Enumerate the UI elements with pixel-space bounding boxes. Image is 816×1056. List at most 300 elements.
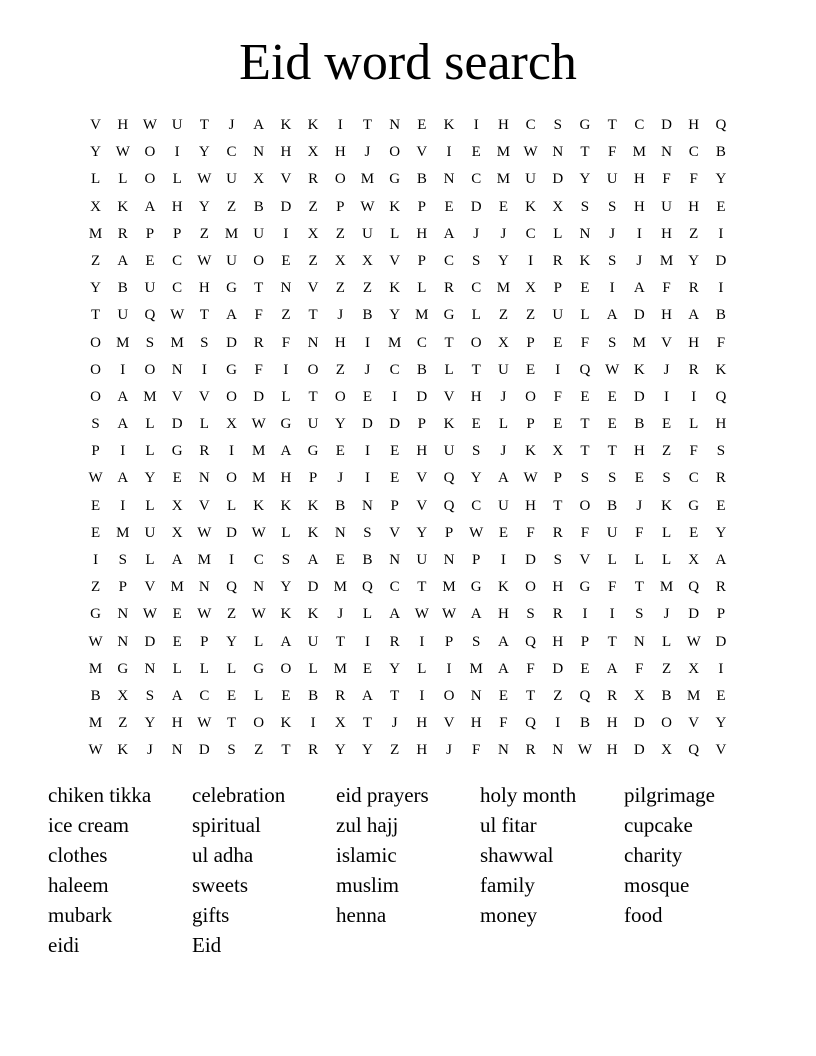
grid-letter[interactable]: N — [443, 552, 455, 568]
grid-letter[interactable]: D — [633, 388, 645, 405]
grid-letter[interactable]: F — [662, 280, 671, 297]
grid-letter[interactable]: V — [198, 388, 210, 405]
grid-letter[interactable]: V — [144, 579, 156, 596]
grid-letter[interactable]: Q — [443, 470, 455, 487]
grid-letter[interactable]: H — [280, 470, 292, 487]
grid-letter[interactable]: P — [390, 497, 399, 514]
grid-letter[interactable]: Y — [389, 660, 401, 677]
grid-letter[interactable]: K — [525, 198, 537, 215]
grid-letter[interactable]: E — [471, 416, 481, 433]
grid-letter[interactable]: P — [417, 198, 427, 215]
grid-letter[interactable]: W — [142, 117, 158, 133]
grid-letter[interactable]: N — [117, 606, 129, 623]
grid-letter[interactable]: V — [443, 388, 455, 405]
grid-letter[interactable]: I — [419, 687, 425, 704]
grid-letter[interactable]: G — [443, 307, 455, 324]
grid-letter[interactable]: G — [226, 280, 237, 297]
grid-letter[interactable]: Z — [526, 307, 536, 324]
grid-letter[interactable]: Y — [715, 171, 727, 188]
grid-letter[interactable]: T — [553, 497, 563, 514]
grid-letter[interactable]: F — [689, 443, 698, 460]
grid-letter[interactable]: C — [688, 470, 699, 487]
grid-letter[interactable]: N — [307, 334, 319, 351]
grid-letter[interactable]: L — [254, 687, 264, 704]
grid-letter[interactable]: F — [553, 388, 562, 405]
grid-letter[interactable]: L — [281, 388, 291, 405]
grid-letter[interactable]: C — [634, 117, 645, 133]
grid-letter[interactable]: Y — [90, 144, 102, 161]
grid-letter[interactable]: H — [416, 715, 428, 732]
grid-letter[interactable]: P — [118, 579, 127, 596]
grid-letter[interactable]: W — [360, 198, 375, 215]
grid-letter[interactable]: R — [688, 280, 699, 297]
grid-letter[interactable]: A — [443, 225, 455, 242]
grid-letter[interactable]: E — [580, 280, 590, 297]
grid-letter[interactable]: H — [416, 225, 428, 242]
grid-letter[interactable]: H — [470, 715, 482, 732]
grid-letter[interactable]: E — [689, 524, 699, 541]
grid-letter[interactable]: Z — [226, 606, 237, 623]
grid-letter[interactable]: I — [718, 225, 724, 242]
grid-letter[interactable]: M — [197, 552, 212, 568]
grid-letter[interactable]: B — [117, 280, 128, 297]
grid-letter[interactable]: H — [633, 198, 645, 215]
grid-letter[interactable]: S — [662, 470, 671, 487]
grid-letter[interactable]: Q — [525, 715, 537, 732]
grid-letter[interactable]: N — [144, 660, 156, 677]
grid-letter[interactable]: V — [416, 144, 428, 161]
grid-letter[interactable]: T — [362, 715, 373, 732]
grid-letter[interactable]: X — [688, 552, 700, 568]
grid-letter[interactable]: K — [307, 497, 319, 514]
grid-letter[interactable]: H — [334, 144, 346, 161]
grid-letter[interactable]: H — [497, 117, 509, 133]
grid-letter[interactable]: G — [579, 117, 591, 133]
grid-letter[interactable]: E — [362, 660, 373, 677]
grid-letter[interactable]: Z — [335, 361, 345, 378]
grid-letter[interactable]: F — [716, 334, 726, 351]
grid-letter[interactable]: A — [362, 687, 373, 704]
grid-letter[interactable]: W — [142, 606, 158, 623]
grid-letter[interactable]: L — [580, 307, 590, 324]
grid-letter[interactable]: H — [470, 388, 482, 405]
grid-letter[interactable]: F — [607, 579, 617, 596]
grid-letter[interactable]: E — [716, 497, 726, 514]
grid-letter[interactable]: T — [226, 715, 237, 732]
grid-letter[interactable]: K — [715, 361, 727, 378]
grid-letter[interactable]: E — [661, 416, 672, 433]
grid-letter[interactable]: P — [417, 416, 427, 433]
grid-letter[interactable]: H — [171, 198, 183, 215]
grid-letter[interactable]: W — [605, 361, 620, 378]
grid-letter[interactable]: W — [523, 144, 538, 161]
grid-letter[interactable]: F — [472, 742, 481, 759]
grid-letter[interactable]: C — [416, 334, 427, 351]
grid-letter[interactable]: P — [145, 225, 155, 242]
grid-letter[interactable]: V — [715, 742, 727, 759]
grid-letter[interactable]: W — [251, 524, 266, 541]
grid-letter[interactable]: E — [390, 470, 400, 487]
grid-letter[interactable]: M — [496, 144, 511, 161]
grid-letter[interactable]: U — [661, 198, 672, 215]
grid-letter[interactable]: L — [634, 552, 644, 568]
grid-letter[interactable]: E — [580, 660, 590, 677]
grid-letter[interactable]: H — [171, 715, 183, 732]
grid-letter[interactable]: C — [444, 252, 455, 269]
grid-letter[interactable]: G — [470, 579, 482, 596]
grid-letter[interactable]: D — [198, 742, 210, 759]
grid-letter[interactable]: T — [254, 280, 264, 297]
grid-letter[interactable]: T — [471, 361, 481, 378]
grid-letter[interactable]: Y — [226, 633, 237, 650]
grid-letter[interactable]: K — [579, 252, 591, 269]
grid-letter[interactable]: H — [497, 606, 509, 623]
grid-letter[interactable]: N — [198, 579, 210, 596]
grid-letter[interactable]: J — [473, 225, 480, 242]
grid-letter[interactable]: G — [117, 660, 129, 677]
grid-letter[interactable]: V — [661, 334, 672, 351]
grid-letter[interactable]: M — [252, 443, 266, 460]
grid-letter[interactable]: D — [715, 252, 727, 269]
grid-letter[interactable]: B — [416, 361, 427, 378]
grid-letter[interactable]: N — [633, 633, 645, 650]
grid-letter[interactable]: G — [253, 660, 265, 677]
grid-letter[interactable]: T — [308, 307, 318, 324]
grid-letter[interactable]: B — [362, 307, 373, 324]
grid-letter[interactable]: N — [334, 524, 346, 541]
grid-letter[interactable]: N — [661, 144, 672, 161]
grid-letter[interactable]: I — [174, 144, 180, 161]
grid-letter[interactable]: K — [280, 117, 292, 133]
grid-letter[interactable]: Y — [579, 171, 591, 188]
grid-letter[interactable]: U — [226, 171, 237, 188]
grid-letter[interactable]: S — [607, 470, 617, 487]
grid-letter[interactable]: R — [253, 334, 264, 351]
grid-letter[interactable]: D — [661, 117, 672, 133]
grid-letter[interactable]: P — [526, 334, 535, 351]
grid-letter[interactable]: A — [715, 552, 727, 568]
grid-letter[interactable]: W — [414, 606, 429, 623]
grid-letter[interactable]: T — [634, 579, 644, 596]
grid-letter[interactable]: M — [632, 334, 647, 351]
grid-letter[interactable]: M — [469, 660, 483, 677]
grid-letter[interactable]: O — [443, 687, 455, 704]
grid-letter[interactable]: I — [120, 497, 126, 514]
grid-letter[interactable]: W — [469, 524, 484, 541]
grid-letter[interactable]: Q — [226, 579, 237, 596]
grid-letter[interactable]: J — [337, 307, 344, 324]
grid-letter[interactable]: L — [145, 497, 155, 514]
grid-letter[interactable]: M — [659, 252, 674, 269]
grid-letter[interactable]: I — [364, 443, 370, 460]
grid-letter[interactable]: E — [281, 687, 291, 704]
grid-letter[interactable]: M — [442, 579, 456, 596]
grid-letter[interactable]: G — [579, 579, 591, 596]
grid-letter[interactable]: Y — [90, 280, 102, 297]
grid-letter[interactable]: A — [633, 280, 645, 297]
grid-letter[interactable]: L — [498, 416, 508, 433]
grid-letter[interactable]: K — [117, 742, 129, 759]
grid-letter[interactable]: M — [224, 225, 239, 242]
grid-letter[interactable]: T — [580, 144, 590, 161]
grid-letter[interactable]: I — [691, 388, 697, 405]
grid-letter[interactable]: K — [117, 198, 129, 215]
grid-letter[interactable]: B — [335, 497, 346, 514]
grid-letter[interactable]: P — [172, 225, 182, 242]
grid-letter[interactable]: J — [663, 606, 670, 623]
grid-letter[interactable]: M — [88, 225, 103, 242]
grid-letter[interactable]: X — [307, 144, 319, 161]
grid-letter[interactable]: I — [718, 660, 724, 677]
grid-letter[interactable]: H — [552, 633, 564, 650]
grid-letter[interactable]: V — [416, 497, 428, 514]
grid-letter[interactable]: Y — [334, 416, 346, 433]
grid-letter[interactable]: L — [417, 660, 427, 677]
grid-letter[interactable]: U — [307, 633, 319, 650]
grid-letter[interactable]: C — [471, 280, 482, 297]
grid-letter[interactable]: P — [472, 552, 481, 568]
grid-letter[interactable]: M — [116, 524, 130, 541]
grid-letter[interactable]: E — [390, 443, 400, 460]
grid-letter[interactable]: T — [580, 416, 590, 433]
grid-letter[interactable]: Y — [389, 307, 401, 324]
grid-letter[interactable]: E — [417, 117, 427, 133]
grid-letter[interactable]: K — [307, 524, 319, 541]
grid-letter[interactable]: H — [416, 443, 428, 460]
grid-letter[interactable]: S — [472, 443, 481, 460]
grid-letter[interactable]: J — [636, 252, 643, 269]
grid-letter[interactable]: C — [471, 171, 482, 188]
grid-letter[interactable]: U — [253, 225, 265, 242]
grid-letter[interactable]: T — [607, 633, 617, 650]
grid-letter[interactable]: S — [580, 198, 590, 215]
grid-letter[interactable]: K — [389, 280, 401, 297]
grid-letter[interactable]: V — [579, 552, 591, 568]
grid-letter[interactable]: U — [606, 524, 618, 541]
grid-letter[interactable]: S — [227, 742, 236, 759]
grid-letter[interactable]: U — [144, 524, 156, 541]
grid-letter[interactable]: N — [389, 552, 401, 568]
grid-letter[interactable]: J — [337, 470, 344, 487]
grid-letter[interactable]: A — [117, 416, 129, 433]
grid-letter[interactable]: H — [633, 171, 645, 188]
grid-letter[interactable]: J — [636, 497, 643, 514]
grid-letter[interactable]: P — [553, 470, 562, 487]
grid-letter[interactable]: Q — [688, 742, 700, 759]
grid-letter[interactable]: B — [362, 552, 373, 568]
grid-letter[interactable]: S — [553, 552, 562, 568]
grid-letter[interactable]: L — [444, 361, 454, 378]
grid-letter[interactable]: N — [117, 633, 129, 650]
grid-letter[interactable]: E — [580, 388, 590, 405]
grid-letter[interactable]: H — [715, 416, 727, 433]
grid-letter[interactable]: L — [145, 443, 155, 460]
grid-letter[interactable]: I — [201, 361, 207, 378]
grid-letter[interactable]: Y — [470, 470, 482, 487]
grid-letter[interactable]: C — [253, 552, 264, 568]
grid-letter[interactable]: J — [446, 742, 452, 759]
grid-letter[interactable]: N — [171, 361, 183, 378]
grid-letter[interactable]: P — [553, 280, 562, 297]
grid-letter[interactable]: W — [523, 470, 538, 487]
grid-letter[interactable]: N — [362, 497, 373, 514]
grid-letter[interactable]: O — [389, 144, 401, 161]
grid-letter[interactable]: G — [171, 443, 183, 460]
grid-letter[interactable]: X — [552, 443, 564, 460]
grid-letter[interactable]: N — [497, 742, 509, 759]
grid-letter[interactable]: O — [226, 388, 237, 405]
grid-letter[interactable]: I — [283, 361, 289, 378]
grid-letter[interactable]: A — [497, 660, 509, 677]
grid-letter[interactable]: Q — [144, 307, 156, 324]
grid-letter[interactable]: I — [120, 361, 126, 378]
grid-letter[interactable]: U — [525, 171, 537, 188]
grid-letter[interactable]: A — [470, 606, 482, 623]
grid-letter[interactable]: Z — [118, 715, 128, 732]
grid-letter[interactable]: L — [553, 225, 563, 242]
grid-letter[interactable]: A — [253, 117, 265, 133]
grid-letter[interactable]: B — [661, 687, 672, 704]
grid-letter[interactable]: X — [307, 225, 319, 242]
grid-letter[interactable]: J — [609, 225, 616, 242]
grid-letter[interactable]: S — [635, 606, 644, 623]
grid-letter[interactable]: S — [553, 117, 562, 133]
grid-letter[interactable]: M — [659, 579, 674, 596]
grid-letter[interactable]: I — [364, 633, 370, 650]
grid-letter[interactable]: O — [90, 388, 102, 405]
grid-letter[interactable]: E — [553, 334, 563, 351]
grid-letter[interactable]: E — [145, 252, 155, 269]
grid-letter[interactable]: D — [226, 334, 237, 351]
grid-letter[interactable]: Z — [308, 198, 318, 215]
grid-letter[interactable]: L — [689, 416, 699, 433]
grid-letter[interactable]: D — [715, 633, 727, 650]
grid-letter[interactable]: A — [307, 552, 319, 568]
grid-letter[interactable]: I — [419, 633, 425, 650]
grid-letter[interactable]: T — [580, 443, 590, 460]
grid-letter[interactable]: I — [718, 280, 724, 297]
grid-letter[interactable]: U — [307, 416, 319, 433]
grid-letter[interactable]: A — [497, 633, 509, 650]
grid-letter[interactable]: M — [88, 715, 103, 732]
grid-letter[interactable]: P — [444, 633, 454, 650]
grid-letter[interactable]: I — [229, 552, 235, 568]
grid-letter[interactable]: W — [197, 524, 212, 541]
grid-letter[interactable]: E — [607, 416, 617, 433]
grid-letter[interactable]: S — [91, 416, 100, 433]
grid-letter[interactable]: A — [606, 307, 618, 324]
grid-letter[interactable]: I — [609, 606, 615, 623]
grid-letter[interactable]: T — [281, 742, 291, 759]
grid-letter[interactable]: I — [120, 443, 126, 460]
grid-letter[interactable]: P — [200, 633, 209, 650]
grid-letter[interactable]: X — [633, 687, 645, 704]
grid-letter[interactable]: L — [145, 416, 155, 433]
grid-letter[interactable]: S — [145, 687, 155, 704]
grid-letter[interactable]: M — [333, 579, 347, 596]
grid-letter[interactable]: F — [526, 524, 535, 541]
grid-letter[interactable]: U — [443, 443, 455, 460]
grid-letter[interactable]: D — [307, 579, 319, 596]
grid-letter[interactable]: M — [360, 171, 375, 188]
grid-letter[interactable]: L — [172, 171, 182, 188]
grid-letter[interactable]: M — [333, 660, 347, 677]
grid-letter[interactable]: Y — [497, 252, 509, 269]
grid-letter[interactable]: V — [280, 171, 292, 188]
grid-letter[interactable]: Y — [280, 579, 292, 596]
grid-letter[interactable]: O — [144, 144, 156, 161]
grid-letter[interactable]: V — [307, 280, 319, 297]
grid-letter[interactable]: O — [90, 334, 102, 351]
grid-letter[interactable]: N — [280, 280, 292, 297]
grid-letter[interactable]: B — [715, 307, 726, 324]
grid-letter[interactable]: D — [362, 416, 373, 433]
grid-letter[interactable]: T — [390, 687, 400, 704]
grid-letter[interactable]: F — [499, 715, 508, 732]
grid-letter[interactable]: O — [525, 579, 537, 596]
grid-letter[interactable]: U — [226, 252, 237, 269]
grid-letter[interactable]: B — [715, 144, 726, 161]
grid-letter[interactable]: P — [526, 416, 535, 433]
grid-letter[interactable]: A — [171, 687, 183, 704]
grid-letter[interactable]: J — [500, 443, 507, 460]
grid-letter[interactable]: D — [688, 606, 700, 623]
grid-letter[interactable]: U — [144, 280, 156, 297]
grid-letter[interactable]: I — [636, 225, 642, 242]
grid-letter[interactable]: R — [552, 524, 563, 541]
grid-letter[interactable]: D — [144, 633, 156, 650]
grid-letter[interactable]: M — [415, 307, 429, 324]
grid-letter[interactable]: V — [389, 252, 401, 269]
grid-letter[interactable]: A — [171, 552, 183, 568]
grid-letter[interactable]: M — [252, 470, 266, 487]
grid-letter[interactable]: X — [525, 280, 537, 297]
grid-letter[interactable]: O — [525, 388, 537, 405]
grid-letter[interactable]: Z — [226, 198, 237, 215]
grid-letter[interactable]: T — [607, 443, 617, 460]
grid-letter[interactable]: B — [253, 198, 264, 215]
grid-letter[interactable]: E — [634, 470, 644, 487]
grid-letter[interactable]: W — [577, 742, 593, 759]
grid-letter[interactable]: X — [362, 252, 373, 269]
grid-letter[interactable]: J — [364, 144, 371, 161]
grid-letter[interactable]: J — [500, 388, 507, 405]
grid-letter[interactable]: O — [226, 470, 237, 487]
grid-letter[interactable]: K — [307, 117, 319, 133]
grid-letter[interactable]: X — [661, 742, 672, 759]
grid-letter[interactable]: R — [688, 361, 699, 378]
grid-letter[interactable]: N — [253, 579, 265, 596]
grid-letter[interactable]: M — [632, 144, 647, 161]
grid-letter[interactable]: E — [498, 198, 508, 215]
grid-letter[interactable]: B — [579, 715, 590, 732]
grid-letter[interactable]: W — [88, 633, 103, 650]
grid-letter[interactable]: I — [582, 606, 588, 623]
grid-letter[interactable]: N — [198, 470, 210, 487]
grid-letter[interactable]: M — [496, 280, 511, 297]
grid-letter[interactable]: Y — [144, 470, 156, 487]
grid-letter[interactable]: H — [334, 334, 346, 351]
grid-letter[interactable]: U — [497, 497, 509, 514]
grid-letter[interactable]: C — [471, 497, 482, 514]
grid-letter[interactable]: G — [389, 171, 401, 188]
grid-letter[interactable]: A — [497, 470, 509, 487]
grid-letter[interactable]: L — [91, 171, 101, 188]
grid-letter[interactable]: Q — [362, 579, 373, 596]
grid-letter[interactable]: F — [254, 361, 263, 378]
grid-letter[interactable]: Z — [390, 742, 400, 759]
grid-letter[interactable]: Q — [443, 497, 455, 514]
